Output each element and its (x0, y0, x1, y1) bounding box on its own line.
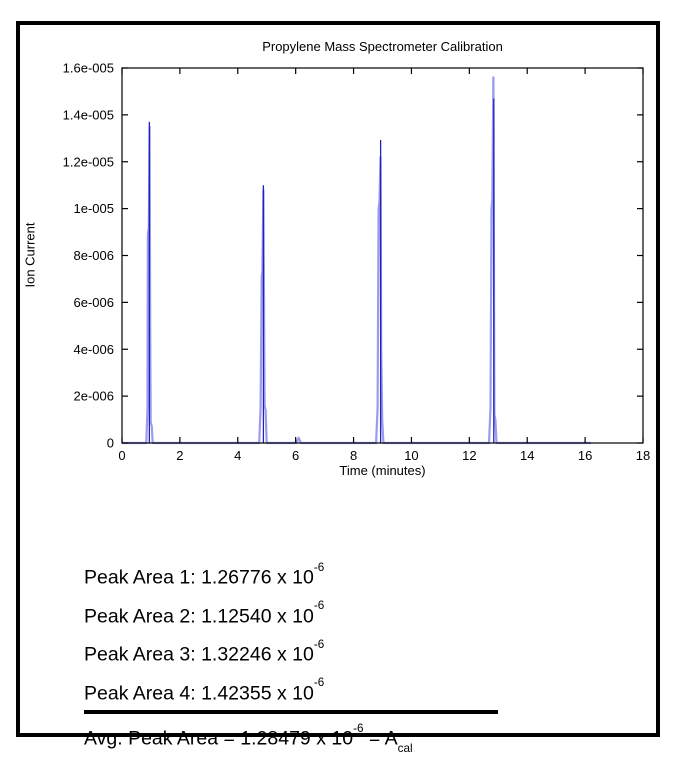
sum-rule (84, 710, 498, 714)
peak-area-row-1 (84, 556, 514, 595)
y-tick-label: 8e-006 (73, 248, 114, 263)
y-tick-label: 6e-006 (73, 294, 114, 310)
x-tick-label: 16 (577, 448, 593, 463)
y-tick-label: 1.2e-005 (62, 154, 114, 170)
x-tick-label: 12 (462, 448, 477, 463)
x-axis-label: Time (minutes) (339, 463, 426, 478)
x-tick-label: 8 (349, 448, 358, 463)
y-tick-label: 1.4e-005 (62, 107, 114, 123)
peak-area-exponent: -6 (313, 637, 325, 651)
y-tick-label: 2e-006 (73, 388, 114, 404)
peak-area-text: Peak Area 4: 1.42355 x 10 (84, 682, 314, 704)
x-tick-label: 2 (176, 448, 184, 463)
peak-area-text: Peak Area 3: 1.32246 x 10 (84, 643, 314, 666)
chart-title: Propylene Mass Spectrometer Calibration (262, 39, 503, 54)
chromatogram-trace (122, 77, 591, 443)
peak-area-row-4 (84, 672, 514, 711)
y-axis-label: Ion Current (22, 222, 38, 288)
peak-area-exponent: -6 (313, 676, 325, 690)
x-tick-label: 14 (519, 448, 535, 463)
x-tick-label: 4 (234, 448, 242, 463)
x-tick-label: 18 (635, 448, 651, 463)
avg-peak-area-text: Avg. Peak Area = 1.28479 x 10 (84, 727, 354, 750)
peak-area-text: Peak Area 1: 1.26776 x 10 (84, 566, 314, 589)
y-tick-label: 4e-006 (73, 341, 114, 357)
peak-area-row-3 (84, 633, 514, 672)
peak-area-exponent: -6 (313, 599, 325, 613)
x-tick-label: 10 (404, 448, 419, 463)
x-tick-label: 0 (118, 448, 126, 463)
y-tick-label: 1.6e-005 (62, 60, 114, 76)
peak-area-text: Peak Area 2: 1.12540 x 10 (84, 605, 314, 627)
x-tick-label: 6 (292, 448, 300, 463)
avg-peak-area-exponent: -6 (353, 721, 364, 735)
peak-area-row-2 (84, 595, 514, 634)
acal-subscript: cal (397, 742, 413, 756)
peak-area-exponent: -6 (313, 560, 325, 574)
y-tick-label: 1e-005 (73, 201, 114, 217)
avg-equals-text: = A (363, 727, 398, 750)
y-tick-label: 0 (106, 435, 114, 451)
peak-area-results (84, 556, 514, 760)
avg-peak-area-row (84, 717, 514, 760)
